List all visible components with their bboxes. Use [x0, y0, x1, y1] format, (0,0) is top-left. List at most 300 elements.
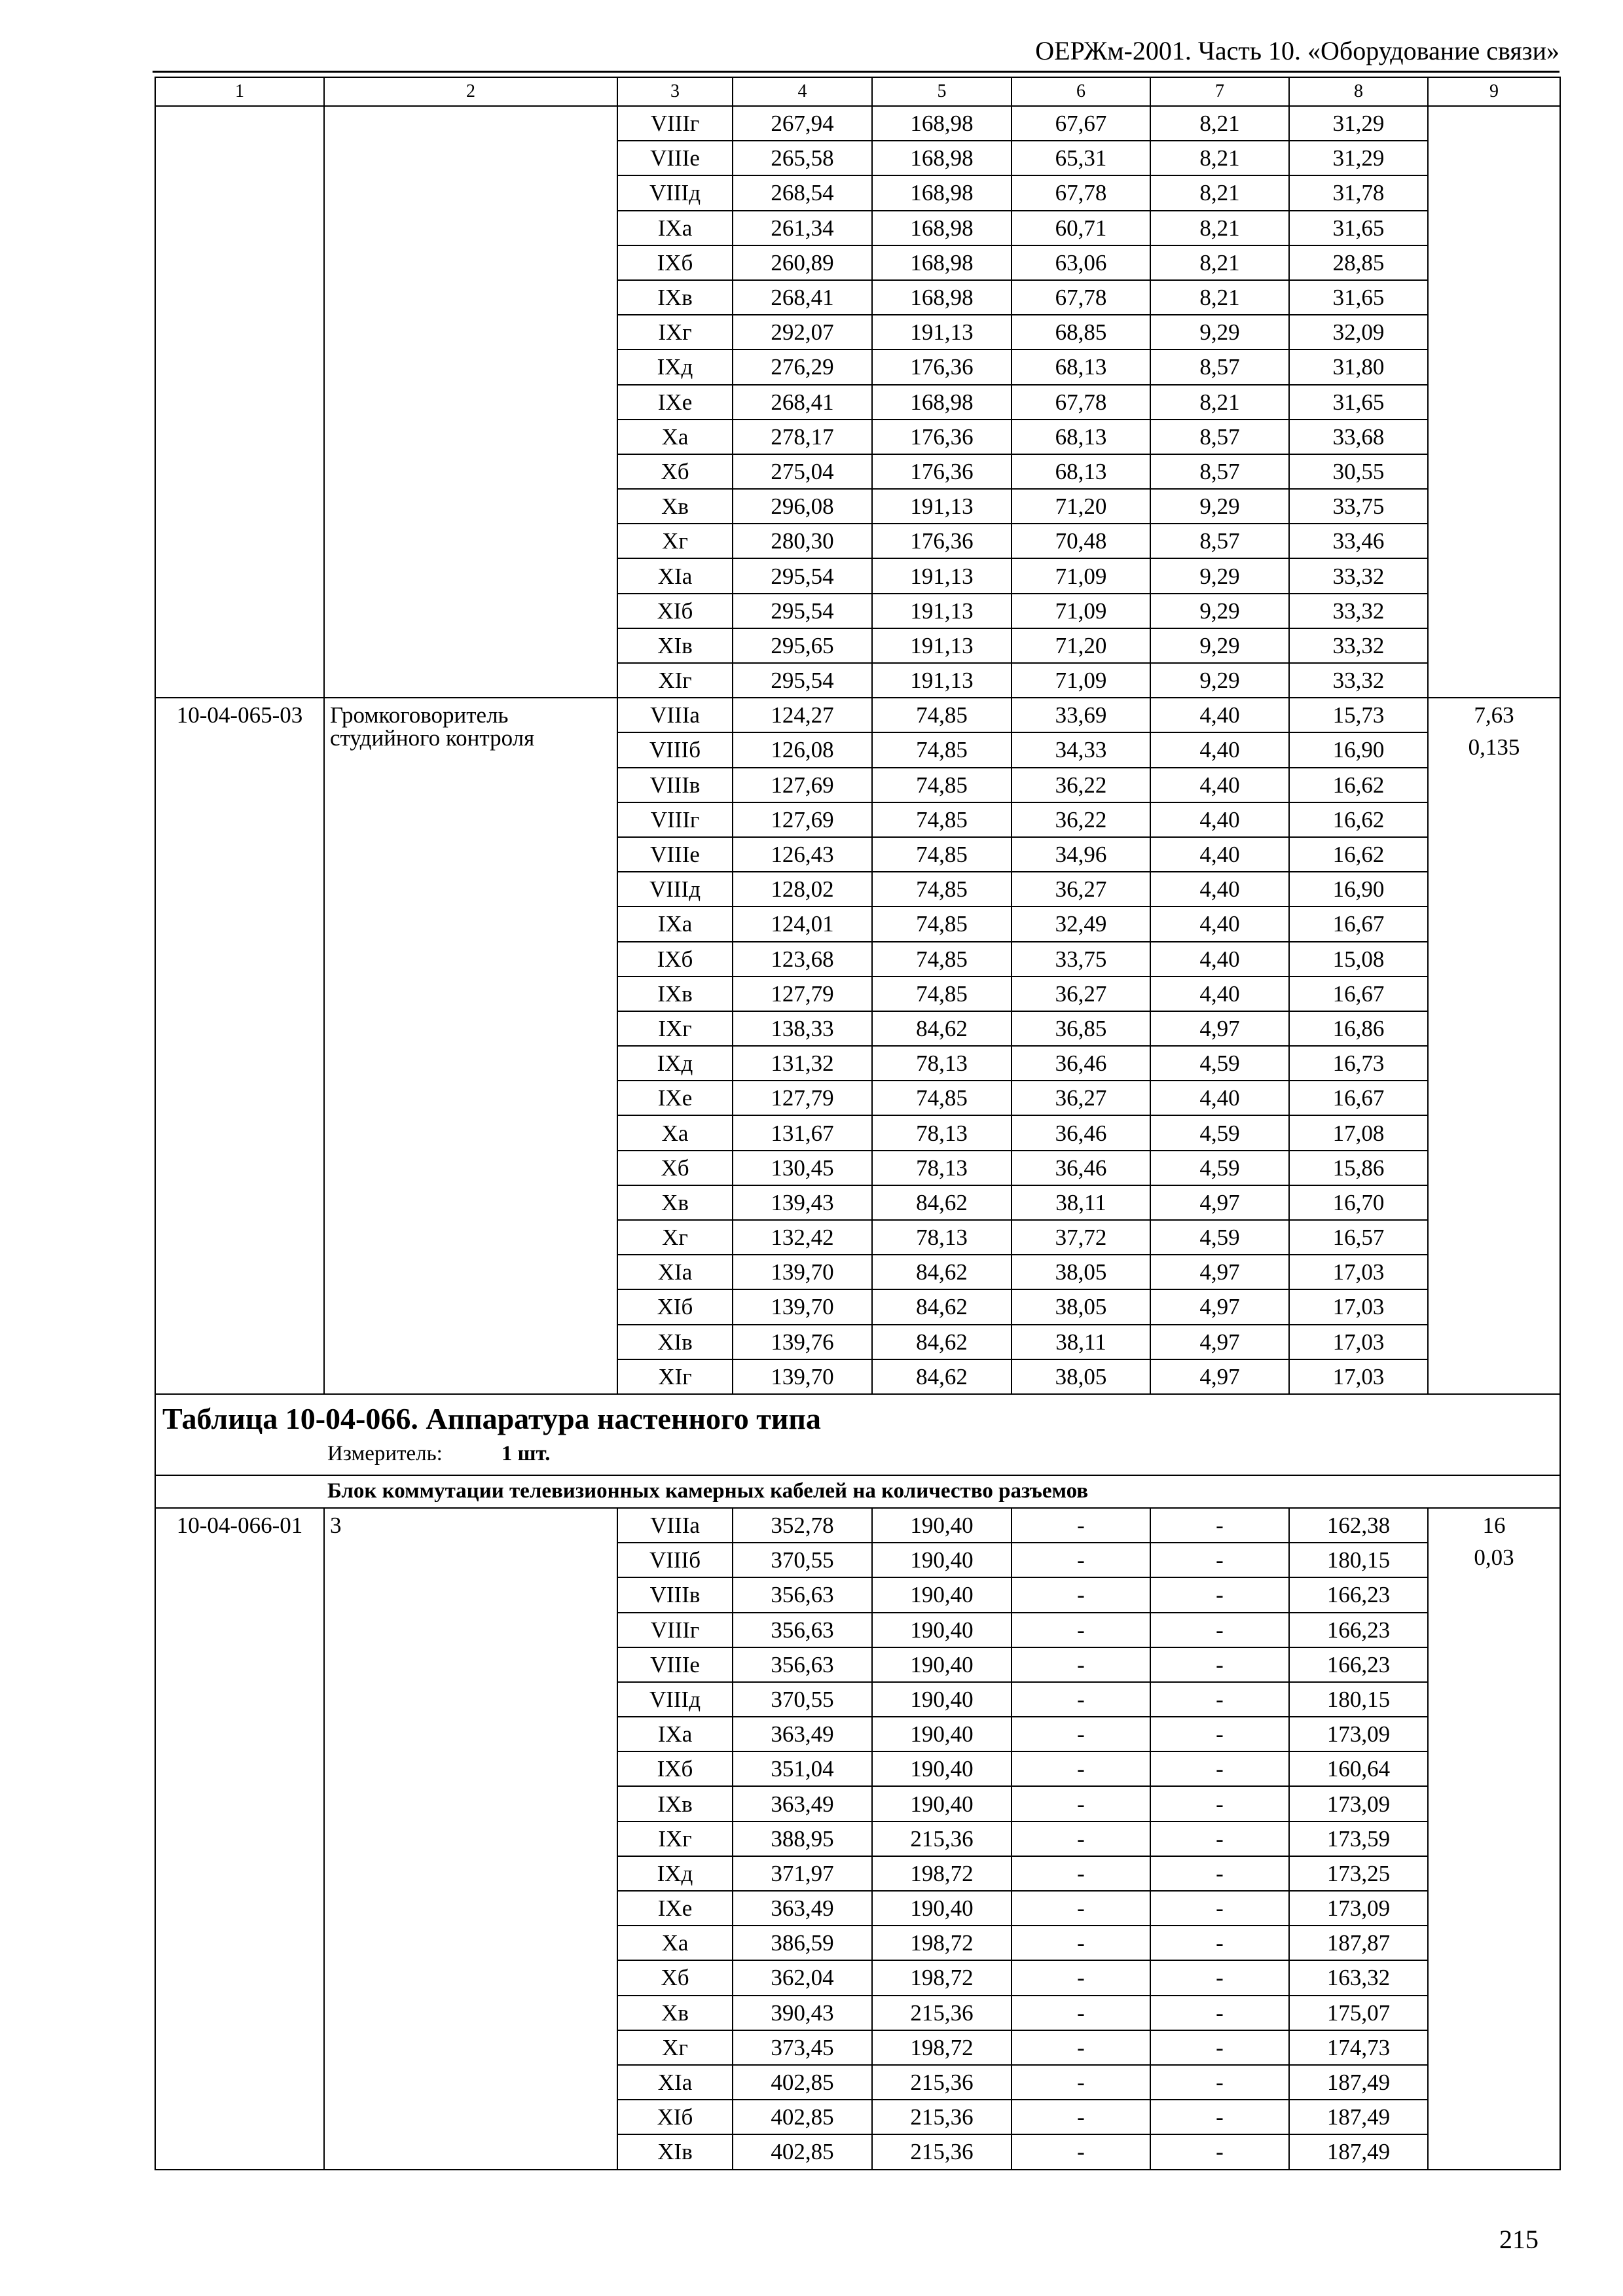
driver-wage-cell: - — [1150, 1856, 1289, 1891]
zone-cell: IXе — [617, 1891, 733, 1926]
table-title-cell — [155, 1394, 1560, 1475]
materials-cost-cell: 28,85 — [1289, 245, 1428, 280]
zone-cell: Xг — [617, 1220, 733, 1255]
labor-cost-cell: 74,85 — [872, 768, 1012, 802]
machine-cost-cell: - — [1012, 1577, 1150, 1612]
labor-cost-cell: 78,13 — [872, 1220, 1012, 1255]
machine-cost-cell: 68,13 — [1012, 454, 1150, 489]
zone-cell: IXе — [617, 385, 733, 420]
labor-cost-cell: 190,40 — [872, 1613, 1012, 1647]
machine-cost-cell: 36,46 — [1012, 1046, 1150, 1081]
zone-cell: IXг — [617, 1011, 733, 1046]
zone-cell: VIIIд — [617, 872, 733, 906]
direct-cost-cell: 295,54 — [733, 558, 872, 593]
machine-cost-cell: - — [1012, 1891, 1150, 1926]
labor-cost-cell: 215,36 — [872, 1996, 1012, 2030]
labor-cost-cell: 74,85 — [872, 942, 1012, 977]
column-number: 8 — [1289, 77, 1428, 106]
labor-cost-cell: 168,98 — [872, 141, 1012, 175]
labor-cost-cell: 74,85 — [872, 906, 1012, 941]
materials-cost-cell: 16,67 — [1289, 977, 1428, 1011]
machinist-hours-value: 0,03 — [1474, 1544, 1514, 1570]
labor-cost-cell: 74,85 — [872, 698, 1012, 732]
labor-cost-cell: 190,40 — [872, 1543, 1012, 1577]
labor-cost-cell: 191,13 — [872, 489, 1012, 524]
zone-cell: IXг — [617, 1821, 733, 1856]
direct-cost-cell: 292,07 — [733, 315, 872, 350]
zone-cell: Xг — [617, 524, 733, 558]
labor-cost-cell: 168,98 — [872, 385, 1012, 420]
zone-cell: Xа — [617, 1115, 733, 1150]
zone-cell: Xа — [617, 420, 733, 454]
materials-cost-cell: 33,68 — [1289, 420, 1428, 454]
driver-wage-cell: 4,59 — [1150, 1115, 1289, 1150]
direct-cost-cell: 127,69 — [733, 802, 872, 837]
labor-cost-cell: 84,62 — [872, 1185, 1012, 1220]
direct-cost-cell: 363,49 — [733, 1717, 872, 1751]
zone-cell: Xб — [617, 454, 733, 489]
zone-cell: XIв — [617, 1325, 733, 1359]
direct-cost-cell: 132,42 — [733, 1220, 872, 1255]
machine-cost-cell: - — [1012, 1751, 1150, 1786]
materials-cost-cell: 173,25 — [1289, 1856, 1428, 1891]
direct-cost-cell: 402,85 — [733, 2134, 872, 2169]
machine-cost-cell: 71,20 — [1012, 489, 1150, 524]
direct-cost-cell: 295,54 — [733, 594, 872, 628]
machine-cost-cell: 67,78 — [1012, 385, 1150, 420]
labor-hours-value: 16 — [1482, 1512, 1506, 1538]
direct-cost-cell: 363,49 — [733, 1891, 872, 1926]
materials-cost-cell: 17,08 — [1289, 1115, 1428, 1150]
measure-value: 1 шт. — [501, 1441, 551, 1465]
table-title-row — [155, 1394, 1560, 1475]
zone-cell: IXв — [617, 977, 733, 1011]
materials-cost-cell: 30,55 — [1289, 454, 1428, 489]
zone-cell: Xб — [617, 1960, 733, 1995]
direct-cost-cell: 352,78 — [733, 1508, 872, 1543]
zone-cell: VIIIб — [617, 732, 733, 767]
driver-wage-cell: 4,40 — [1150, 906, 1289, 941]
machine-cost-cell: - — [1012, 1786, 1150, 1821]
driver-wage-cell: 8,21 — [1150, 175, 1289, 210]
direct-cost-cell: 276,29 — [733, 350, 872, 384]
labor-cost-cell: 215,36 — [872, 2100, 1012, 2134]
labor-cost-cell: 168,98 — [872, 280, 1012, 315]
labor-cost-cell: 78,13 — [872, 1151, 1012, 1185]
zone-cell: IXг — [617, 315, 733, 350]
driver-wage-cell: 9,29 — [1150, 558, 1289, 593]
labor-cost-cell: 198,72 — [872, 2030, 1012, 2065]
machine-cost-cell: 36,46 — [1012, 1151, 1150, 1185]
driver-wage-cell: - — [1150, 1717, 1289, 1751]
materials-cost-cell: 166,23 — [1289, 1577, 1428, 1612]
labor-cost-cell: 84,62 — [872, 1289, 1012, 1324]
driver-wage-cell: - — [1150, 2100, 1289, 2134]
direct-cost-cell: 261,34 — [733, 211, 872, 245]
rate-code — [155, 106, 324, 698]
materials-cost-cell: 17,03 — [1289, 1289, 1428, 1324]
labor-cost-cell: 74,85 — [872, 872, 1012, 906]
materials-cost-cell: 162,38 — [1289, 1508, 1428, 1543]
machine-cost-cell: - — [1012, 2100, 1150, 2134]
labor-cost-cell: 215,36 — [872, 2065, 1012, 2100]
driver-wage-cell: 8,21 — [1150, 280, 1289, 315]
driver-wage-cell: 9,29 — [1150, 315, 1289, 350]
driver-wage-cell: - — [1150, 1647, 1289, 1682]
machine-cost-cell: - — [1012, 1613, 1150, 1647]
materials-cost-cell: 16,90 — [1289, 872, 1428, 906]
driver-wage-cell: 9,29 — [1150, 489, 1289, 524]
driver-wage-cell: - — [1150, 1543, 1289, 1577]
direct-cost-cell: 295,65 — [733, 628, 872, 663]
driver-wage-cell: - — [1150, 1613, 1289, 1647]
machine-cost-cell: 37,72 — [1012, 1220, 1150, 1255]
materials-cost-cell: 173,59 — [1289, 1821, 1428, 1856]
labor-cost-cell: 191,13 — [872, 594, 1012, 628]
driver-wage-cell: - — [1150, 2065, 1289, 2100]
materials-cost-cell: 16,67 — [1289, 1081, 1428, 1115]
machine-cost-cell: 38,11 — [1012, 1185, 1150, 1220]
zone-cell: IXв — [617, 280, 733, 315]
labor-cost-cell: 198,72 — [872, 1926, 1012, 1960]
materials-cost-cell: 16,90 — [1289, 732, 1428, 767]
direct-cost-cell: 123,68 — [733, 942, 872, 977]
driver-wage-cell: 8,21 — [1150, 141, 1289, 175]
zone-cell: XIа — [617, 558, 733, 593]
driver-wage-cell: 8,57 — [1150, 420, 1289, 454]
machine-cost-cell: 32,49 — [1012, 906, 1150, 941]
materials-cost-cell: 33,32 — [1289, 558, 1428, 593]
direct-cost-cell: 280,30 — [733, 524, 872, 558]
materials-cost-cell: 187,49 — [1289, 2134, 1428, 2169]
labor-cost-cell: 176,36 — [872, 454, 1012, 489]
labor-cost-cell: 215,36 — [872, 2134, 1012, 2169]
page-number: 215 — [1499, 2225, 1539, 2254]
rate-code: 10-04-065-03 — [155, 698, 324, 1394]
materials-cost-cell: 163,32 — [1289, 1960, 1428, 1995]
driver-wage-cell: 4,40 — [1150, 837, 1289, 872]
materials-cost-cell: 31,29 — [1289, 106, 1428, 141]
zone-cell: XIг — [617, 1359, 733, 1394]
machine-cost-cell: 71,09 — [1012, 558, 1150, 593]
driver-wage-cell: 8,57 — [1150, 454, 1289, 489]
rate-name: 3 — [324, 1508, 617, 2170]
machine-cost-cell: 34,33 — [1012, 732, 1150, 767]
driver-wage-cell: 9,29 — [1150, 594, 1289, 628]
zone-cell: IXа — [617, 211, 733, 245]
zone-cell: XIб — [617, 2100, 733, 2134]
labor-cost-cell: 84,62 — [872, 1011, 1012, 1046]
labor-hours-cell — [1428, 106, 1560, 698]
materials-cost-cell: 17,03 — [1289, 1325, 1428, 1359]
driver-wage-cell: - — [1150, 1682, 1289, 1717]
labor-cost-cell: 168,98 — [872, 245, 1012, 280]
driver-wage-cell: - — [1150, 1786, 1289, 1821]
zone-cell: Xв — [617, 1996, 733, 2030]
machine-cost-cell: - — [1012, 1543, 1150, 1577]
materials-cost-cell: 16,62 — [1289, 837, 1428, 872]
measure-label: Измеритель: — [327, 1441, 443, 1465]
labor-hours-cell — [1428, 1508, 1560, 2170]
materials-cost-cell: 31,29 — [1289, 141, 1428, 175]
machine-cost-cell: 36,46 — [1012, 1115, 1150, 1150]
machine-cost-cell: - — [1012, 1926, 1150, 1960]
zone-cell: IXб — [617, 1751, 733, 1786]
machine-cost-cell: 36,27 — [1012, 872, 1150, 906]
zone-cell: VIIIа — [617, 698, 733, 732]
rate-name — [324, 106, 617, 698]
rates-table — [155, 77, 1561, 2170]
direct-cost-cell: 390,43 — [733, 1996, 872, 2030]
materials-cost-cell: 15,08 — [1289, 942, 1428, 977]
column-number: 7 — [1150, 77, 1289, 106]
machine-cost-cell: 38,05 — [1012, 1289, 1150, 1324]
zone-cell: VIIIг — [617, 1613, 733, 1647]
column-number: 3 — [617, 77, 733, 106]
materials-cost-cell: 180,15 — [1289, 1682, 1428, 1717]
materials-cost-cell: 16,70 — [1289, 1185, 1428, 1220]
materials-cost-cell: 166,23 — [1289, 1613, 1428, 1647]
labor-cost-cell: 191,13 — [872, 628, 1012, 663]
driver-wage-cell: 4,97 — [1150, 1011, 1289, 1046]
labor-cost-cell: 191,13 — [872, 663, 1012, 698]
direct-cost-cell: 127,79 — [733, 977, 872, 1011]
labor-cost-cell: 78,13 — [872, 1115, 1012, 1150]
materials-cost-cell: 31,78 — [1289, 175, 1428, 210]
materials-cost-cell: 33,75 — [1289, 489, 1428, 524]
direct-cost-cell: 124,27 — [733, 698, 872, 732]
zone-cell: Xа — [617, 1926, 733, 1960]
materials-cost-cell: 17,03 — [1289, 1255, 1428, 1289]
direct-cost-cell: 356,63 — [733, 1613, 872, 1647]
driver-wage-cell: - — [1150, 1926, 1289, 1960]
header-rule — [153, 71, 1559, 73]
driver-wage-cell: 8,21 — [1150, 385, 1289, 420]
labor-cost-cell: 168,98 — [872, 106, 1012, 141]
table-title: Таблица 10-04-066. Аппаратура настенного типа — [162, 1401, 821, 1435]
block-heading-row — [155, 1475, 1560, 1508]
labor-cost-cell: 190,40 — [872, 1508, 1012, 1543]
direct-cost-cell: 126,08 — [733, 732, 872, 767]
machine-cost-cell: - — [1012, 1508, 1150, 1543]
direct-cost-cell: 362,04 — [733, 1960, 872, 1995]
driver-wage-cell: 4,59 — [1150, 1046, 1289, 1081]
materials-cost-cell: 160,64 — [1289, 1751, 1428, 1786]
direct-cost-cell: 296,08 — [733, 489, 872, 524]
materials-cost-cell: 16,73 — [1289, 1046, 1428, 1081]
driver-wage-cell: 8,57 — [1150, 524, 1289, 558]
zone-cell: VIIIе — [617, 837, 733, 872]
driver-wage-cell: - — [1150, 1891, 1289, 1926]
direct-cost-cell: 131,32 — [733, 1046, 872, 1081]
direct-cost-cell: 139,70 — [733, 1255, 872, 1289]
direct-cost-cell: 265,58 — [733, 141, 872, 175]
labor-cost-cell: 84,62 — [872, 1325, 1012, 1359]
direct-cost-cell: 124,01 — [733, 906, 872, 941]
zone-cell: VIIIб — [617, 1543, 733, 1577]
driver-wage-cell: 4,97 — [1150, 1289, 1289, 1324]
labor-cost-cell: 74,85 — [872, 802, 1012, 837]
column-number: 5 — [872, 77, 1012, 106]
labor-cost-cell: 176,36 — [872, 350, 1012, 384]
labor-cost-cell: 190,40 — [872, 1577, 1012, 1612]
materials-cost-cell: 16,67 — [1289, 906, 1428, 941]
zone-cell: IXе — [617, 1081, 733, 1115]
zone-cell: VIIIг — [617, 106, 733, 141]
labor-cost-cell: 198,72 — [872, 1856, 1012, 1891]
driver-wage-cell: - — [1150, 1577, 1289, 1612]
machine-cost-cell: - — [1012, 1856, 1150, 1891]
measure-line — [327, 1443, 1559, 1465]
column-number: 6 — [1012, 77, 1150, 106]
driver-wage-cell: - — [1150, 1751, 1289, 1786]
machine-cost-cell: 71,09 — [1012, 663, 1150, 698]
materials-cost-cell: 166,23 — [1289, 1647, 1428, 1682]
zone-cell: VIIIв — [617, 1577, 733, 1612]
zone-cell: XIб — [617, 594, 733, 628]
machine-cost-cell: 36,22 — [1012, 802, 1150, 837]
machine-cost-cell: 71,20 — [1012, 628, 1150, 663]
labor-cost-cell: 84,62 — [872, 1359, 1012, 1394]
rate-name: Громкоговоритель студийного контроля — [324, 698, 617, 1394]
driver-wage-cell: 8,21 — [1150, 211, 1289, 245]
materials-cost-cell: 175,07 — [1289, 1996, 1428, 2030]
machine-cost-cell: 36,22 — [1012, 768, 1150, 802]
block-heading: Блок коммутации телевизионных камерных кабелей на количество разъемов — [155, 1475, 1560, 1508]
zone-cell: Xб — [617, 1151, 733, 1185]
table-body — [155, 77, 1560, 2170]
zone-cell: VIIIа — [617, 1508, 733, 1543]
machine-cost-cell: 68,85 — [1012, 315, 1150, 350]
zone-cell: VIIIг — [617, 802, 733, 837]
table-row — [155, 698, 1560, 732]
driver-wage-cell: 8,21 — [1150, 245, 1289, 280]
machine-cost-cell: 38,11 — [1012, 1325, 1150, 1359]
direct-cost-cell: 131,67 — [733, 1115, 872, 1150]
zone-cell: Xв — [617, 1185, 733, 1220]
machine-cost-cell: - — [1012, 1996, 1150, 2030]
materials-cost-cell: 173,09 — [1289, 1717, 1428, 1751]
machine-cost-cell: - — [1012, 2065, 1150, 2100]
materials-cost-cell: 33,32 — [1289, 663, 1428, 698]
driver-wage-cell: 4,40 — [1150, 768, 1289, 802]
materials-cost-cell: 33,46 — [1289, 524, 1428, 558]
direct-cost-cell: 268,41 — [733, 385, 872, 420]
direct-cost-cell: 295,54 — [733, 663, 872, 698]
driver-wage-cell: - — [1150, 2134, 1289, 2169]
machine-cost-cell: - — [1012, 1960, 1150, 1995]
materials-cost-cell: 173,09 — [1289, 1891, 1428, 1926]
column-number: 2 — [324, 77, 617, 106]
labor-cost-cell: 74,85 — [872, 732, 1012, 767]
direct-cost-cell: 356,63 — [733, 1647, 872, 1682]
labor-cost-cell: 168,98 — [872, 211, 1012, 245]
machine-cost-cell: 33,75 — [1012, 942, 1150, 977]
zone-cell: XIг — [617, 663, 733, 698]
materials-cost-cell: 15,73 — [1289, 698, 1428, 732]
materials-cost-cell: 174,73 — [1289, 2030, 1428, 2065]
materials-cost-cell: 16,62 — [1289, 768, 1428, 802]
labor-cost-cell: 190,40 — [872, 1786, 1012, 1821]
direct-cost-cell: 278,17 — [733, 420, 872, 454]
column-number: 4 — [733, 77, 872, 106]
zone-cell: IXб — [617, 942, 733, 977]
materials-cost-cell: 187,49 — [1289, 2100, 1428, 2134]
machine-cost-cell: 36,85 — [1012, 1011, 1150, 1046]
driver-wage-cell: 4,97 — [1150, 1359, 1289, 1394]
machine-cost-cell: 36,27 — [1012, 977, 1150, 1011]
materials-cost-cell: 16,62 — [1289, 802, 1428, 837]
materials-cost-cell: 31,80 — [1289, 350, 1428, 384]
zone-cell: IXд — [617, 350, 733, 384]
materials-cost-cell: 180,15 — [1289, 1543, 1428, 1577]
zone-cell: Xг — [617, 2030, 733, 2065]
machine-cost-cell: 70,48 — [1012, 524, 1150, 558]
labor-cost-cell: 198,72 — [872, 1960, 1012, 1995]
rate-code: 10-04-066-01 — [155, 1508, 324, 2170]
zone-cell: VIIIд — [617, 1682, 733, 1717]
machine-cost-cell: 34,96 — [1012, 837, 1150, 872]
running-head: ОЕРЖм-2001. Часть 10. «Оборудование связи» — [1035, 36, 1559, 65]
table-row — [155, 106, 1560, 141]
labor-hours-value: 7,63 — [1474, 702, 1514, 728]
driver-wage-cell: 4,40 — [1150, 698, 1289, 732]
zone-cell: IXа — [617, 1717, 733, 1751]
direct-cost-cell: 139,76 — [733, 1325, 872, 1359]
zone-cell: XIа — [617, 2065, 733, 2100]
direct-cost-cell: 371,97 — [733, 1856, 872, 1891]
direct-cost-cell: 275,04 — [733, 454, 872, 489]
labor-cost-cell: 176,36 — [872, 524, 1012, 558]
labor-cost-cell: 191,13 — [872, 558, 1012, 593]
machine-cost-cell: 36,27 — [1012, 1081, 1150, 1115]
materials-cost-cell: 15,86 — [1289, 1151, 1428, 1185]
direct-cost-cell: 388,95 — [733, 1821, 872, 1856]
labor-cost-cell: 74,85 — [872, 1081, 1012, 1115]
materials-cost-cell: 16,57 — [1289, 1220, 1428, 1255]
zone-cell: XIв — [617, 628, 733, 663]
driver-wage-cell: 4,40 — [1150, 732, 1289, 767]
machine-cost-cell: - — [1012, 1717, 1150, 1751]
labor-cost-cell: 215,36 — [872, 1821, 1012, 1856]
driver-wage-cell: 9,29 — [1150, 663, 1289, 698]
materials-cost-cell: 187,49 — [1289, 2065, 1428, 2100]
labor-cost-cell: 84,62 — [872, 1255, 1012, 1289]
zone-cell: IXд — [617, 1046, 733, 1081]
direct-cost-cell: 128,02 — [733, 872, 872, 906]
driver-wage-cell: 4,40 — [1150, 802, 1289, 837]
column-number: 9 — [1428, 77, 1560, 106]
machine-cost-cell: 38,05 — [1012, 1255, 1150, 1289]
zone-cell: XIв — [617, 2134, 733, 2169]
direct-cost-cell: 138,33 — [733, 1011, 872, 1046]
direct-cost-cell: 268,54 — [733, 175, 872, 210]
zone-cell: IXд — [617, 1856, 733, 1891]
zone-cell: XIб — [617, 1289, 733, 1324]
labor-cost-cell: 168,98 — [872, 175, 1012, 210]
machine-cost-cell: 68,13 — [1012, 350, 1150, 384]
direct-cost-cell: 127,79 — [733, 1081, 872, 1115]
table-row — [155, 1508, 1560, 1543]
zone-cell: VIIIв — [617, 768, 733, 802]
zone-cell: Xв — [617, 489, 733, 524]
materials-cost-cell: 33,32 — [1289, 594, 1428, 628]
zone-cell: VIIIд — [617, 175, 733, 210]
materials-cost-cell: 31,65 — [1289, 385, 1428, 420]
driver-wage-cell: 4,97 — [1150, 1185, 1289, 1220]
machine-cost-cell: 63,06 — [1012, 245, 1150, 280]
driver-wage-cell: 8,21 — [1150, 106, 1289, 141]
